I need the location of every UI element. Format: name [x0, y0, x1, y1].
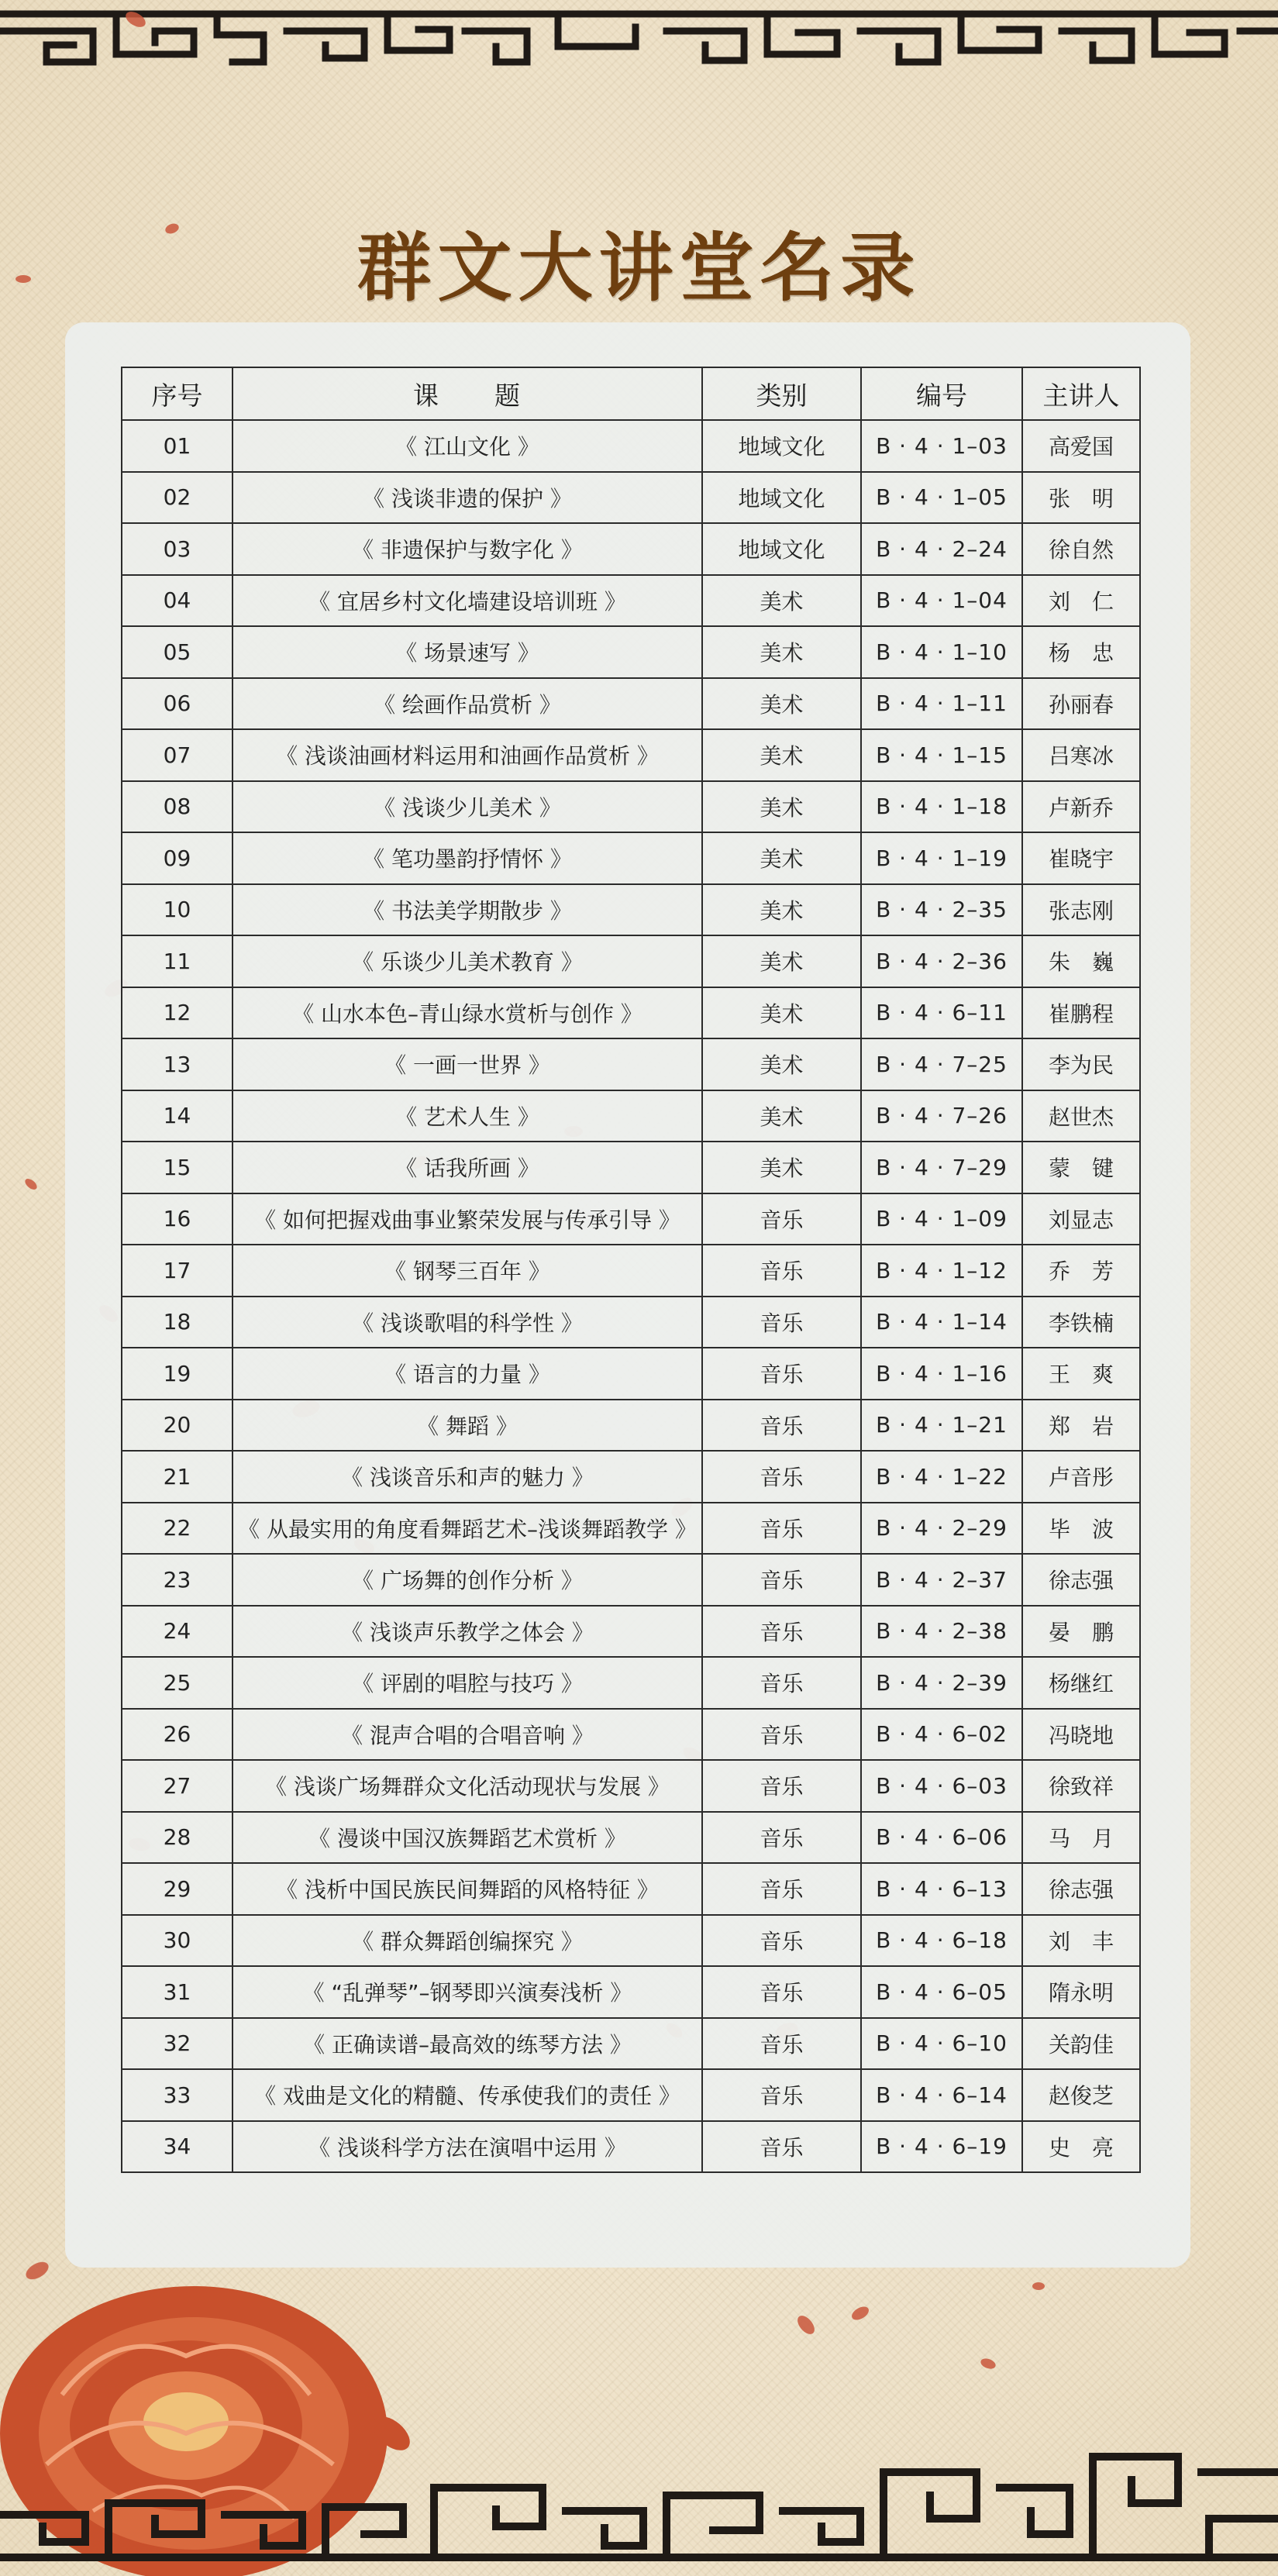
table-row: [122, 2121, 1140, 2173]
cell-title: 《 绘画作品赏析 》: [233, 678, 702, 730]
table-row: [122, 987, 1140, 1039]
cell-code: B · 4 · 1–03: [861, 420, 1022, 472]
cell-index: 34: [122, 2121, 233, 2173]
cell-index: 09: [122, 832, 233, 884]
table-row: [122, 1709, 1140, 1761]
cell-index: 18: [122, 1297, 233, 1348]
cell-code: B · 4 · 1–05: [861, 472, 1022, 524]
cell-category: 音乐: [702, 1657, 861, 1709]
cell-category: 地域文化: [702, 472, 861, 524]
cell-speaker: 隋永明: [1022, 1966, 1140, 2018]
cell-index: 11: [122, 935, 233, 987]
table-row: [122, 1554, 1140, 1606]
cell-code: B · 4 · 2–39: [861, 1657, 1022, 1709]
cell-code: B · 4 · 1–14: [861, 1297, 1022, 1348]
table-row: [122, 1142, 1140, 1193]
cell-title: 《 语言的力量 》: [233, 1348, 702, 1400]
cell-category: 美术: [702, 1038, 861, 1090]
cell-title: 《 乐谈少儿美术教育 》: [233, 935, 702, 987]
table-row: [122, 1503, 1140, 1555]
table-row: [122, 1915, 1140, 1967]
cell-category: 音乐: [702, 1863, 861, 1915]
table-header-row: [122, 367, 1140, 420]
table-row: [122, 1657, 1140, 1709]
cell-title: 《 艺术人生 》: [233, 1090, 702, 1142]
cell-speaker: 刘显志: [1022, 1193, 1140, 1245]
cell-index: 23: [122, 1554, 233, 1606]
cell-index: 12: [122, 987, 233, 1039]
cell-category: 美术: [702, 1142, 861, 1193]
cell-code: B · 4 · 1–21: [861, 1400, 1022, 1452]
cell-speaker: 乔 芳: [1022, 1245, 1140, 1297]
cell-category: 美术: [702, 1090, 861, 1142]
cell-category: 地域文化: [702, 420, 861, 472]
cell-code: B · 4 · 6–06: [861, 1812, 1022, 1864]
table-row: [122, 1966, 1140, 2018]
cell-index: 24: [122, 1606, 233, 1658]
cell-title: 《 “乱弹琴”–钢琴即兴演奏浅析 》: [233, 1966, 702, 2018]
cell-code: B · 4 · 1–15: [861, 729, 1022, 781]
cell-category: 美术: [702, 626, 861, 678]
cell-speaker: 李为民: [1022, 1038, 1140, 1090]
cell-category: 音乐: [702, 1451, 861, 1503]
cell-code: B · 4 · 1–16: [861, 1348, 1022, 1400]
cell-speaker: 史 亮: [1022, 2121, 1140, 2173]
cell-speaker: 杨继红: [1022, 1657, 1140, 1709]
cell-index: 20: [122, 1400, 233, 1452]
cell-code: B · 4 · 6–10: [861, 2018, 1022, 2070]
cell-speaker: 郑 岩: [1022, 1400, 1140, 1452]
cell-code: B · 4 · 2–36: [861, 935, 1022, 987]
cell-speaker: 徐致祥: [1022, 1760, 1140, 1812]
cell-index: 31: [122, 1966, 233, 2018]
table-row: [122, 1400, 1140, 1452]
table-row: [122, 832, 1140, 884]
cell-code: B · 4 · 6–02: [861, 1709, 1022, 1761]
cell-category: 音乐: [702, 1760, 861, 1812]
cell-code: B · 4 · 2–35: [861, 884, 1022, 936]
cell-index: 03: [122, 523, 233, 575]
cell-index: 10: [122, 884, 233, 936]
bottom-lattice-border: [0, 2441, 1278, 2576]
cell-code: B · 4 · 2–37: [861, 1554, 1022, 1606]
cell-title: 《 如何把握戏曲事业繁荣发展与传承引导 》: [233, 1193, 702, 1245]
cell-category: 音乐: [702, 2018, 861, 2070]
cell-title: 《 浅谈声乐教学之体会 》: [233, 1606, 702, 1658]
table-row: [122, 2018, 1140, 2070]
cell-index: 17: [122, 1245, 233, 1297]
cell-index: 02: [122, 472, 233, 524]
cell-title: 《 浅谈油画材料运用和油画作品赏析 》: [233, 729, 702, 781]
table-row: [122, 1348, 1140, 1400]
cell-speaker: 刘 仁: [1022, 575, 1140, 627]
cell-code: B · 4 · 6–18: [861, 1915, 1022, 1967]
cell-category: 音乐: [702, 1245, 861, 1297]
cell-code: B · 4 · 6–14: [861, 2069, 1022, 2121]
cell-code: B · 4 · 7–25: [861, 1038, 1022, 1090]
cell-index: 22: [122, 1503, 233, 1555]
cell-speaker: 张志刚: [1022, 884, 1140, 936]
table-row: [122, 1038, 1140, 1090]
cell-code: B · 4 · 6–13: [861, 1863, 1022, 1915]
cell-code: B · 4 · 1–09: [861, 1193, 1022, 1245]
cell-code: B · 4 · 6–11: [861, 987, 1022, 1039]
cell-category: 地域文化: [702, 523, 861, 575]
table-row: [122, 1863, 1140, 1915]
cell-speaker: 蒙 键: [1022, 1142, 1140, 1193]
header-speaker: 主讲人: [1022, 367, 1140, 420]
cell-speaker: 徐志强: [1022, 1863, 1140, 1915]
cell-title: 《 舞蹈 》: [233, 1400, 702, 1452]
cell-title: 《 群众舞蹈创编探究 》: [233, 1915, 702, 1967]
cell-index: 19: [122, 1348, 233, 1400]
cell-category: 音乐: [702, 1606, 861, 1658]
cell-code: B · 4 · 1–12: [861, 1245, 1022, 1297]
cell-code: B · 4 · 1–18: [861, 781, 1022, 833]
cell-index: 28: [122, 1812, 233, 1864]
cell-speaker: 毕 波: [1022, 1503, 1140, 1555]
table-row: [122, 472, 1140, 524]
cell-category: 美术: [702, 678, 861, 730]
cell-code: B · 4 · 6–19: [861, 2121, 1022, 2173]
cell-speaker: 徐自然: [1022, 523, 1140, 575]
cell-speaker: 吕寒冰: [1022, 729, 1140, 781]
cell-title: 《 浅析中国民族民间舞蹈的风格特征 》: [233, 1863, 702, 1915]
cell-category: 美术: [702, 781, 861, 833]
cell-index: 26: [122, 1709, 233, 1761]
table-row: [122, 1451, 1140, 1503]
cell-speaker: 晏 鹏: [1022, 1606, 1140, 1658]
table-row: [122, 1606, 1140, 1658]
cell-speaker: 崔晓宇: [1022, 832, 1140, 884]
cell-index: 29: [122, 1863, 233, 1915]
cell-speaker: 赵俊芝: [1022, 2069, 1140, 2121]
header-code: 编号: [861, 367, 1022, 420]
cell-title: 《 戏曲是文化的精髓、传承使我们的责任 》: [233, 2069, 702, 2121]
table-row: [122, 1760, 1140, 1812]
cell-title: 《 山水本色–青山绿水赏析与创作 》: [233, 987, 702, 1039]
table-row: [122, 884, 1140, 936]
cell-category: 美术: [702, 884, 861, 936]
cell-category: 美术: [702, 832, 861, 884]
cell-code: B · 4 · 2–38: [861, 1606, 1022, 1658]
cell-index: 06: [122, 678, 233, 730]
cell-speaker: 徐志强: [1022, 1554, 1140, 1606]
cell-category: 美术: [702, 575, 861, 627]
cell-index: 13: [122, 1038, 233, 1090]
cell-code: B · 4 · 6–05: [861, 1966, 1022, 2018]
cell-title: 《 笔功墨韵抒情怀 》: [233, 832, 702, 884]
lecture-roster-table: [121, 367, 1141, 2173]
cell-title: 《 浅谈音乐和声的魅力 》: [233, 1451, 702, 1503]
cell-category: 音乐: [702, 1348, 861, 1400]
page-title: 群文大讲堂名录: [357, 224, 921, 312]
cell-speaker: 卢新乔: [1022, 781, 1140, 833]
cell-title: 《 广场舞的创作分析 》: [233, 1554, 702, 1606]
table-row: [122, 1090, 1140, 1142]
cell-title: 《 浅谈少儿美术 》: [233, 781, 702, 833]
table-row: [122, 729, 1140, 781]
cell-title: 《 浅谈广场舞群众文化活动现状与发展 》: [233, 1760, 702, 1812]
cell-code: B · 4 · 1–04: [861, 575, 1022, 627]
cell-code: B · 4 · 1–11: [861, 678, 1022, 730]
cell-index: 04: [122, 575, 233, 627]
table-row: [122, 781, 1140, 833]
cell-speaker: 李铁楠: [1022, 1297, 1140, 1348]
cell-category: 音乐: [702, 1812, 861, 1864]
cell-title: 《 钢琴三百年 》: [233, 1245, 702, 1297]
cell-category: 音乐: [702, 1709, 861, 1761]
table-row: [122, 678, 1140, 730]
cell-code: B · 4 · 2–29: [861, 1503, 1022, 1555]
cell-code: B · 4 · 1–19: [861, 832, 1022, 884]
table-row: [122, 1245, 1140, 1297]
cell-speaker: 卢音彤: [1022, 1451, 1140, 1503]
cell-speaker: 高爱国: [1022, 420, 1140, 472]
header-title: 课 题: [233, 367, 702, 420]
cell-title: 《 非遗保护与数字化 》: [233, 523, 702, 575]
cell-title: 《 评剧的唱腔与技巧 》: [233, 1657, 702, 1709]
cell-category: 音乐: [702, 1966, 861, 2018]
cell-code: B · 4 · 6–03: [861, 1760, 1022, 1812]
cell-speaker: 刘 丰: [1022, 1915, 1140, 1967]
table-row: [122, 1297, 1140, 1348]
cell-category: 音乐: [702, 1400, 861, 1452]
cell-title: 《 书法美学期散步 》: [233, 884, 702, 936]
cell-index: 05: [122, 626, 233, 678]
cell-speaker: 马 月: [1022, 1812, 1140, 1864]
cell-title: 《 话我所画 》: [233, 1142, 702, 1193]
cell-index: 15: [122, 1142, 233, 1193]
cell-title: 《 浅谈科学方法在演唱中运用 》: [233, 2121, 702, 2173]
table-row: [122, 523, 1140, 575]
cell-category: 音乐: [702, 1554, 861, 1606]
table-row: [122, 420, 1140, 472]
cell-code: B · 4 · 1–10: [861, 626, 1022, 678]
cell-category: 音乐: [702, 1297, 861, 1348]
cell-index: 30: [122, 1915, 233, 1967]
cell-speaker: 张 明: [1022, 472, 1140, 524]
cell-index: 08: [122, 781, 233, 833]
table-row: [122, 935, 1140, 987]
cell-code: B · 4 · 1–22: [861, 1451, 1022, 1503]
table-row: [122, 626, 1140, 678]
cell-index: 14: [122, 1090, 233, 1142]
cell-category: 音乐: [702, 1915, 861, 1967]
cell-category: 音乐: [702, 1503, 861, 1555]
cell-category: 美术: [702, 935, 861, 987]
cell-code: B · 4 · 2–24: [861, 523, 1022, 575]
cell-speaker: 孙丽春: [1022, 678, 1140, 730]
cell-speaker: 朱 巍: [1022, 935, 1140, 987]
cell-title: 《 从最实用的角度看舞蹈艺术–浅谈舞蹈教学 》: [233, 1503, 702, 1555]
cell-speaker: 冯晓地: [1022, 1709, 1140, 1761]
cell-title: 《 正确读谱–最高效的练琴方法 》: [233, 2018, 702, 2070]
cell-index: 25: [122, 1657, 233, 1709]
cell-index: 33: [122, 2069, 233, 2121]
cell-category: 音乐: [702, 1193, 861, 1245]
table-row: [122, 1812, 1140, 1864]
cell-index: 27: [122, 1760, 233, 1812]
table-row: [122, 575, 1140, 627]
header-category: 类别: [702, 367, 861, 420]
cell-title: 《 混声合唱的合唱音响 》: [233, 1709, 702, 1761]
cell-title: 《 江山文化 》: [233, 420, 702, 472]
cell-speaker: 王 爽: [1022, 1348, 1140, 1400]
cell-title: 《 一画一世界 》: [233, 1038, 702, 1090]
cell-code: B · 4 · 7–26: [861, 1090, 1022, 1142]
cell-title: 《 漫谈中国汉族舞蹈艺术赏析 》: [233, 1812, 702, 1864]
cell-title: 《 浅谈歌唱的科学性 》: [233, 1297, 702, 1348]
cell-title: 《 浅谈非遗的保护 》: [233, 472, 702, 524]
cell-speaker: 杨 忠: [1022, 626, 1140, 678]
top-lattice-border: [0, 0, 1278, 93]
cell-index: 21: [122, 1451, 233, 1503]
cell-index: 01: [122, 420, 233, 472]
cell-category: 美术: [702, 987, 861, 1039]
cell-title: 《 宜居乡村文化墙建设培训班 》: [233, 575, 702, 627]
cell-speaker: 崔鹏程: [1022, 987, 1140, 1039]
cell-category: 音乐: [702, 2121, 861, 2173]
header-index: 序号: [122, 367, 233, 420]
cell-category: 美术: [702, 729, 861, 781]
table-row: [122, 2069, 1140, 2121]
cell-speaker: 赵世杰: [1022, 1090, 1140, 1142]
cell-code: B · 4 · 7–29: [861, 1142, 1022, 1193]
cell-speaker: 关韵佳: [1022, 2018, 1140, 2070]
cell-index: 16: [122, 1193, 233, 1245]
cell-title: 《 场景速写 》: [233, 626, 702, 678]
table-row: [122, 1193, 1140, 1245]
cell-index: 32: [122, 2018, 233, 2070]
cell-index: 07: [122, 729, 233, 781]
cell-category: 音乐: [702, 2069, 861, 2121]
